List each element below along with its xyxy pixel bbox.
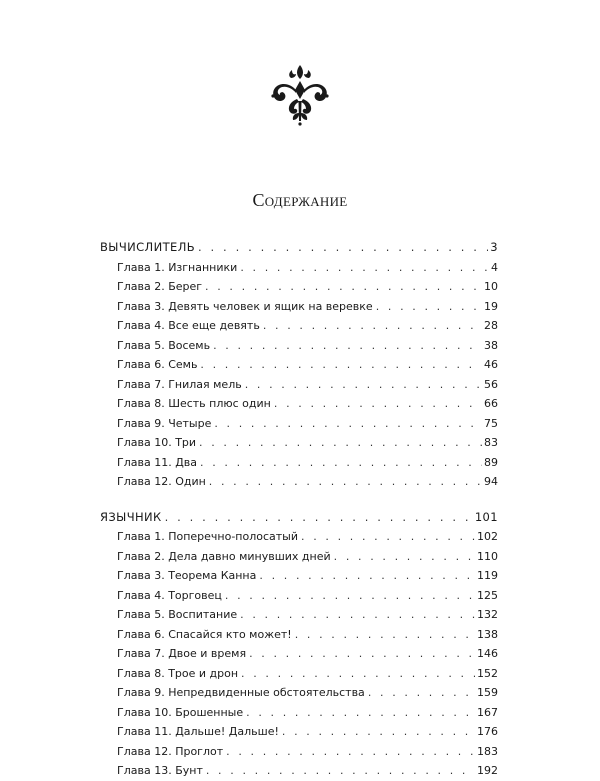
chapter-title: Глава 1. Изгнанники xyxy=(117,260,238,274)
chapter-title: Глава 1. Поперечно-полосатый xyxy=(117,530,299,543)
page-number: 66 xyxy=(484,397,498,410)
page-number: 83 xyxy=(484,436,498,449)
dot-leader xyxy=(368,683,475,703)
toc-chapter-entry[interactable] xyxy=(100,605,498,625)
page-number: 132 xyxy=(477,608,498,621)
page-number: 146 xyxy=(477,647,498,660)
dot-leader xyxy=(282,722,475,742)
toc-chapter-entry[interactable] xyxy=(100,742,498,762)
dot-leader xyxy=(213,336,482,356)
toc-chapter-entry[interactable] xyxy=(100,566,498,586)
page-number: 110 xyxy=(477,549,498,563)
dot-leader xyxy=(274,394,482,414)
chapter-title: Глава 9. Четыре xyxy=(117,416,212,430)
dot-leader xyxy=(225,586,475,606)
page-number: 38 xyxy=(484,338,498,352)
table-of-contents xyxy=(100,238,498,781)
toc-chapter-entry[interactable] xyxy=(100,625,498,645)
dot-leader xyxy=(209,472,482,492)
page-number: 119 xyxy=(477,569,498,582)
toc-chapter-entry[interactable] xyxy=(100,547,498,567)
chapter-title: Глава 11. Два xyxy=(117,455,198,469)
toc-chapter-entry[interactable] xyxy=(100,703,498,723)
chapter-title: Глава 10. Три xyxy=(117,436,197,449)
page-number: 28 xyxy=(484,319,498,332)
fleur-ornament-icon xyxy=(268,63,332,127)
toc-chapter-entry[interactable] xyxy=(100,527,498,547)
page-number: 4 xyxy=(491,260,498,274)
toc-chapter-entry[interactable] xyxy=(100,722,498,742)
dot-leader xyxy=(301,527,475,547)
chapter-title: Глава 12. Проглот xyxy=(117,744,224,758)
toc-chapter-entry[interactable] xyxy=(100,414,498,434)
chapter-title: Глава 13. Бунт xyxy=(117,764,203,777)
chapter-title: Глава 6. Спасайся кто может! xyxy=(117,627,292,641)
toc-chapter-entry[interactable] xyxy=(100,586,498,606)
chapter-title: Глава 8. Шесть плюс один xyxy=(117,397,271,410)
page-number: 183 xyxy=(477,744,498,758)
page-number: 10 xyxy=(484,280,498,293)
toc-chapter-entry[interactable] xyxy=(100,258,498,278)
toc-chapter-entry[interactable] xyxy=(100,683,498,703)
dot-leader xyxy=(205,277,482,297)
toc-chapter-entry[interactable] xyxy=(100,472,498,492)
chapter-title: Глава 2. Дела давно минувших дней xyxy=(117,549,331,563)
page-number: 46 xyxy=(484,358,498,371)
dot-leader xyxy=(200,453,482,473)
toc-chapter-entry[interactable] xyxy=(100,297,498,317)
page-number: 176 xyxy=(477,725,498,738)
page-number: 102 xyxy=(477,530,498,543)
chapter-title: Глава 12. Один xyxy=(117,475,206,488)
chapter-title: Глава 4. Все еще девять xyxy=(117,319,260,332)
chapter-title: Глава 9. Непредвиденные обстоятельства xyxy=(117,686,365,699)
toc-chapter-entry[interactable] xyxy=(100,761,498,781)
toc-section xyxy=(100,508,498,781)
dot-leader xyxy=(206,761,475,781)
toc-chapter-entry[interactable] xyxy=(100,644,498,664)
dot-leader xyxy=(240,258,489,278)
toc-chapter-entry[interactable] xyxy=(100,433,498,453)
chapter-title: Глава 8. Трое и дрон xyxy=(117,666,239,680)
dot-leader xyxy=(165,508,473,528)
dot-leader xyxy=(259,566,475,586)
page-number: 159 xyxy=(477,686,498,699)
chapter-title: Глава 2. Берег xyxy=(117,280,203,293)
dot-leader xyxy=(246,703,475,723)
chapter-title: Глава 3. Теорема Канна xyxy=(117,569,257,582)
page-number: 138 xyxy=(477,627,498,641)
dot-leader xyxy=(214,414,482,434)
chapter-title: Глава 11. Дальше! Дальше! xyxy=(117,725,279,738)
page-number: 152 xyxy=(477,666,498,680)
toc-chapter-entry[interactable] xyxy=(100,453,498,473)
dot-leader xyxy=(240,605,475,625)
toc-title xyxy=(0,190,600,211)
dot-leader xyxy=(376,297,482,317)
chapter-title: Глава 6. Семь xyxy=(117,358,198,371)
page-number: 94 xyxy=(484,475,498,488)
dot-leader xyxy=(295,625,475,645)
page-number: 56 xyxy=(484,377,498,391)
page-number: 75 xyxy=(484,416,498,430)
toc-chapter-entry[interactable] xyxy=(100,355,498,375)
chapter-title: Глава 10. Брошенные xyxy=(117,705,244,719)
toc-section xyxy=(100,238,498,492)
toc-chapter-entry[interactable] xyxy=(100,664,498,684)
page-number: 101 xyxy=(474,509,498,524)
chapter-title: Глава 5. Воспитание xyxy=(117,608,238,621)
dot-leader xyxy=(226,742,475,762)
dot-leader xyxy=(249,644,475,664)
toc-chapter-entry[interactable] xyxy=(100,336,498,356)
toc-part-entry[interactable] xyxy=(100,508,498,528)
page-number: 167 xyxy=(477,705,498,719)
dot-leader xyxy=(241,664,475,684)
chapter-title: Глава 7. Двое и время xyxy=(117,647,247,660)
chapter-title: Глава 5. Восемь xyxy=(117,338,211,352)
dot-leader xyxy=(198,238,488,258)
toc-title-text: Содержание xyxy=(252,190,348,210)
chapter-title: Глава 4. Торговец xyxy=(117,588,222,602)
dot-leader xyxy=(200,355,482,375)
page-number: 125 xyxy=(477,588,498,602)
dot-leader xyxy=(334,547,475,567)
part-title: ВЫЧИСЛИТЕЛЬ xyxy=(100,240,196,254)
toc-chapter-entry[interactable] xyxy=(100,316,498,336)
page-number: 19 xyxy=(484,299,498,313)
page-number: 89 xyxy=(484,455,498,469)
toc-chapter-entry[interactable] xyxy=(100,394,498,414)
chapter-title: Глава 7. Гнилая мель xyxy=(117,377,242,391)
part-title: ЯЗЫЧНИК xyxy=(100,509,162,524)
toc-part-entry[interactable] xyxy=(100,238,498,258)
chapter-title: Глава 3. Девять человек и ящик на веревке xyxy=(117,299,373,313)
toc-chapter-entry[interactable] xyxy=(100,375,498,395)
dot-leader xyxy=(245,375,482,395)
dot-leader xyxy=(263,316,482,336)
toc-chapter-entry[interactable] xyxy=(100,277,498,297)
page-number: 3 xyxy=(490,240,498,254)
page-number: 192 xyxy=(477,764,498,777)
dot-leader xyxy=(199,433,482,453)
